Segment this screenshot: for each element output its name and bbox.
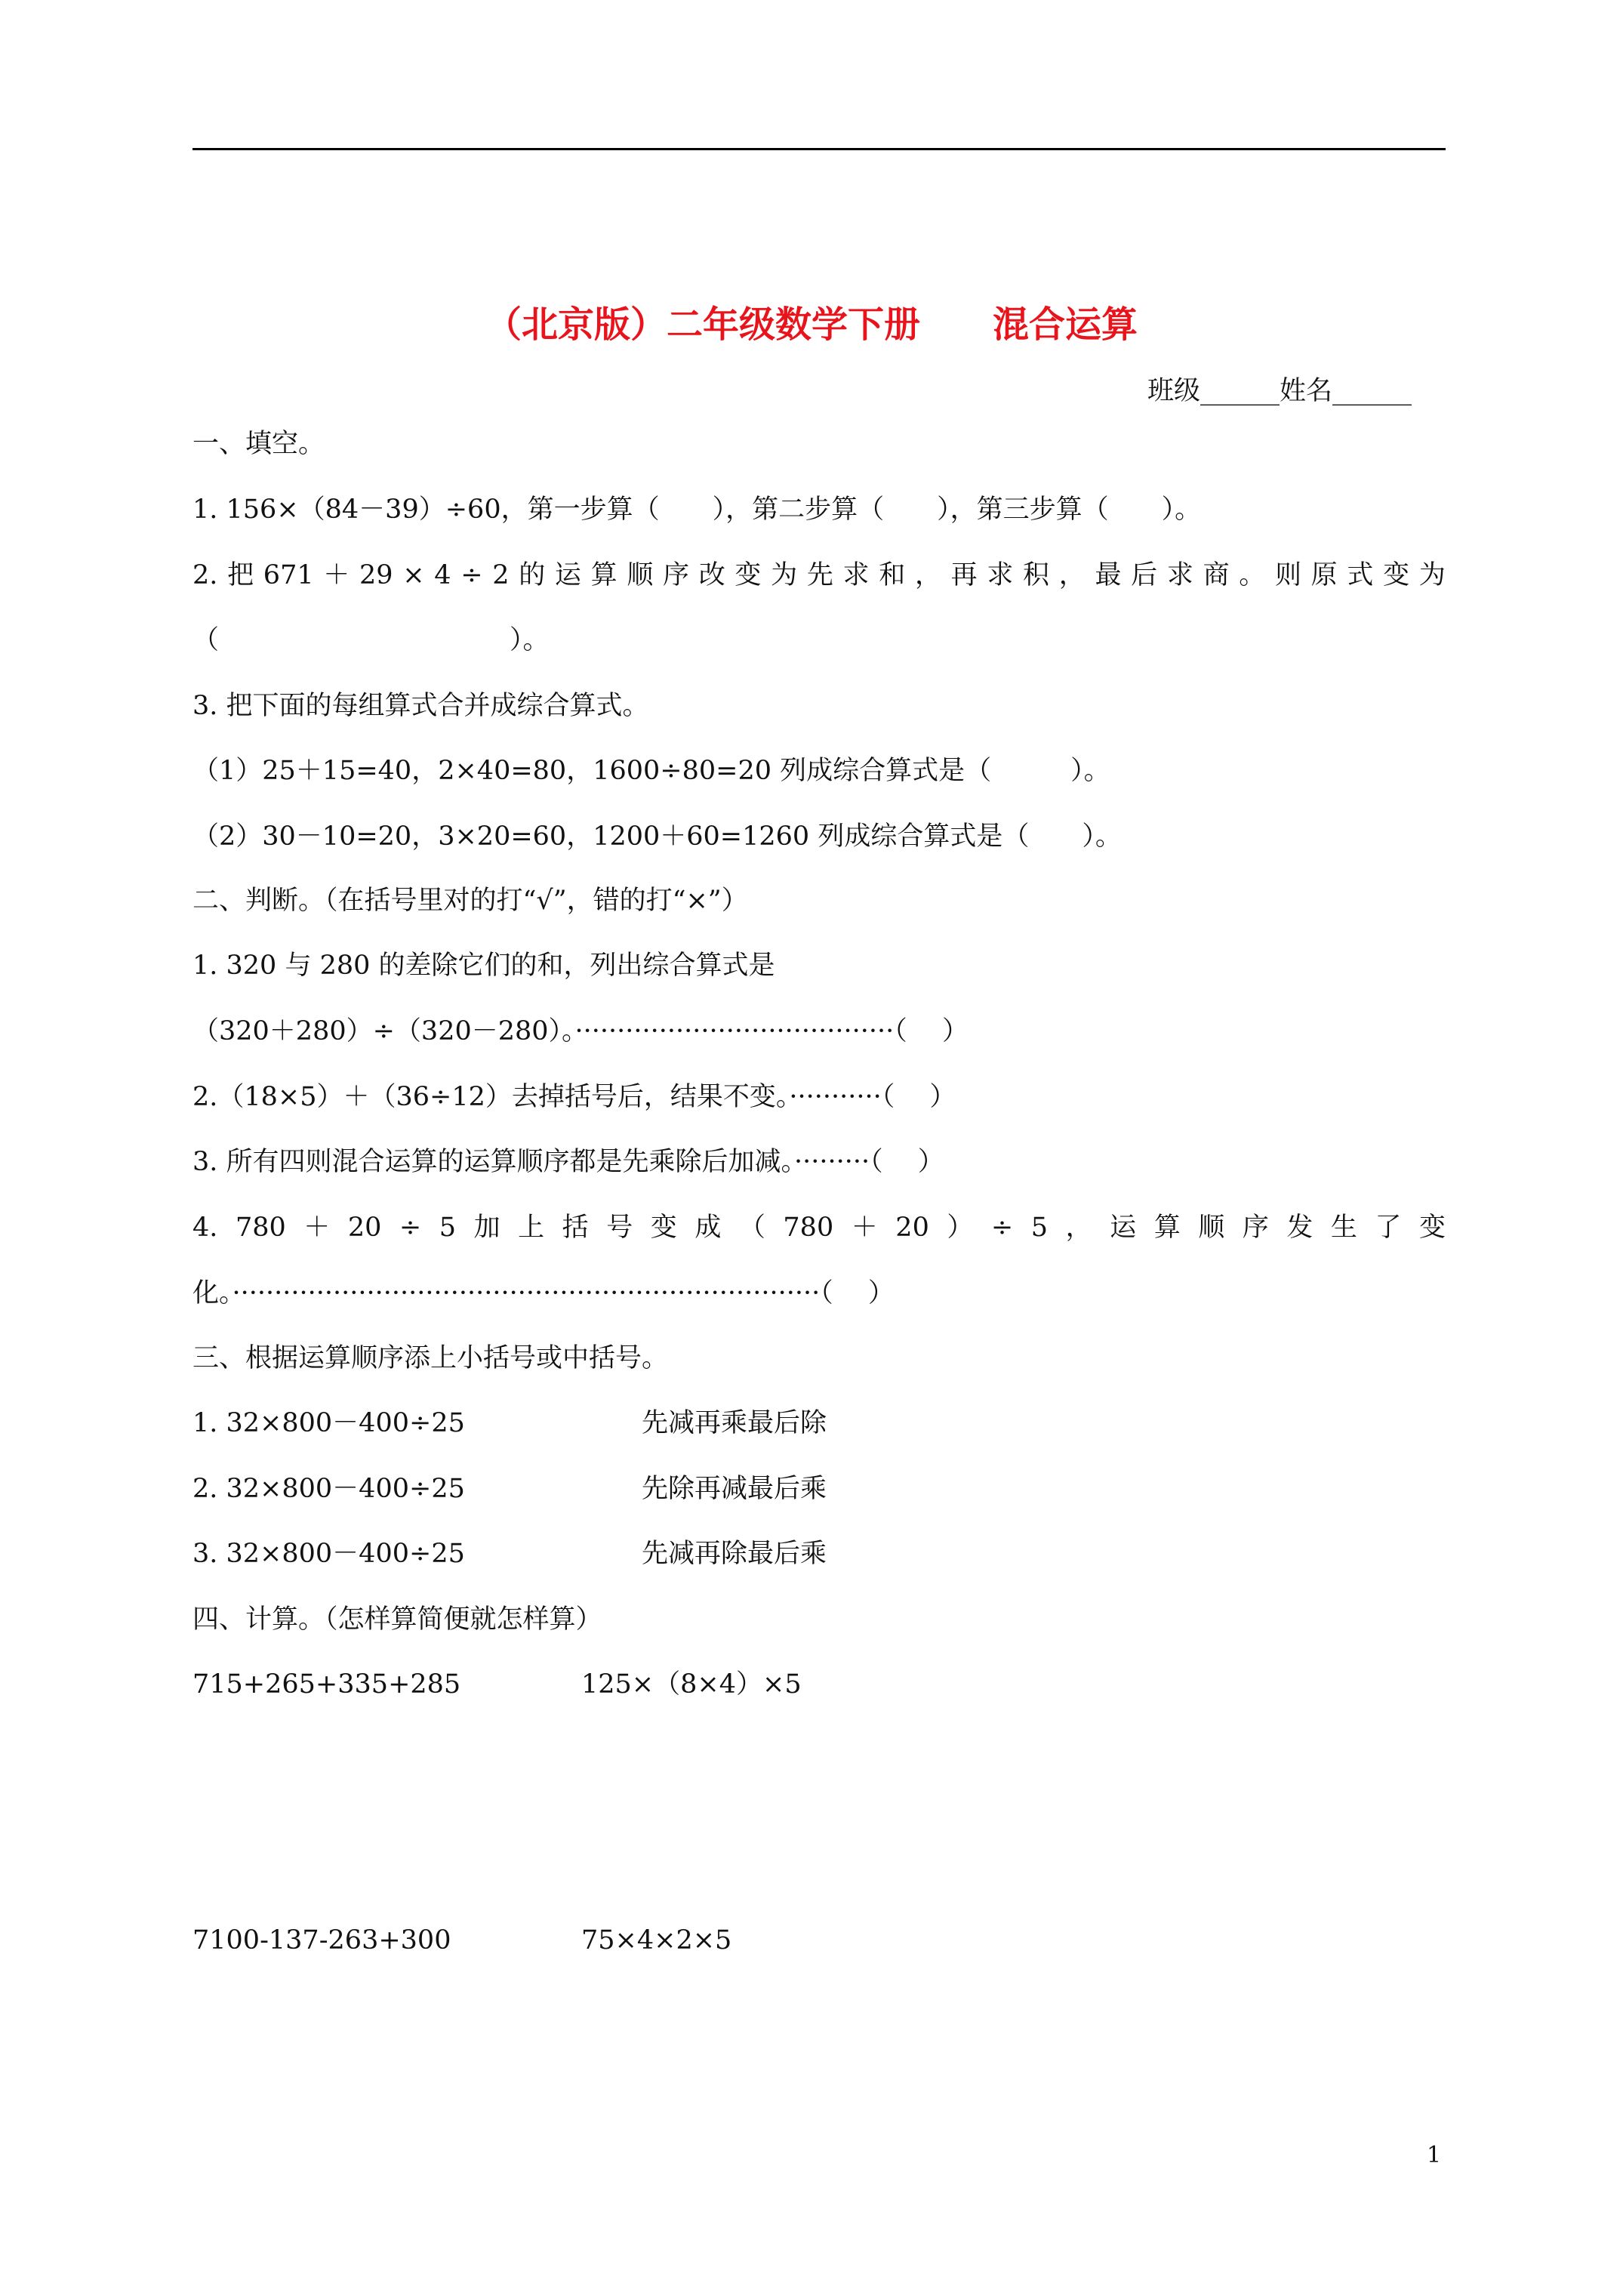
s3-item-1 bbox=[192, 1404, 827, 1442]
s1-question-2-line-2: （ ）。 bbox=[192, 625, 550, 655]
s4-problem: 715+265+335+285 bbox=[192, 1669, 461, 1700]
page-number: 1 bbox=[1427, 2142, 1442, 2168]
s3-item-order: 先减再除最后乘 bbox=[642, 1539, 827, 1569]
s4-problem: 75×4×2×5 bbox=[581, 1925, 732, 1955]
section-3-heading: 三、根据运算顺序添上小括号或中括号。 bbox=[192, 1343, 669, 1373]
class-name-field: 班级______姓名______ bbox=[1147, 376, 1412, 406]
s3-item-order: 先除再减最后乘 bbox=[642, 1474, 827, 1504]
s3-item-expression: 2. 32×800－400÷25 bbox=[192, 1474, 465, 1504]
s2-question-1-line-2: （320＋280）÷（320－280）。······································（ ） bbox=[192, 1016, 969, 1046]
s1-question-3-part-1: （1）25＋15=40，2×40=80，1600÷80=20 列成综合算式是（ ）。 bbox=[192, 756, 1110, 786]
s4-row-1 bbox=[192, 1666, 802, 1703]
s2-question-2: 2.（18×5）＋（36÷12）去掉括号后，结果不变。···········（ ） bbox=[192, 1082, 956, 1112]
section-4-heading: 四、计算。（怎样算简便就怎样算） bbox=[192, 1604, 602, 1635]
s1-question-3: 3. 把下面的每组算式合并成综合算式。 bbox=[192, 691, 649, 721]
s3-item-expression: 1. 32×800－400÷25 bbox=[192, 1408, 465, 1438]
s4-problem: 125×（8×4）×5 bbox=[581, 1669, 802, 1700]
s2-question-4-line-1: 4. 780 ＋ 20 ÷ 5 加 上 括 号 变 成 （ 780 ＋ 20 ） ÷ 5 ， 运 算 顺 序 发 生 了 变 bbox=[192, 1213, 1446, 1243]
s2-question-1-line-1: 1. 320 与 280 的差除它们的和，列出综合算式是 bbox=[192, 951, 775, 981]
section-1-heading: 一、填空。 bbox=[192, 429, 325, 459]
s3-item-expression: 3. 32×800－400÷25 bbox=[192, 1539, 465, 1569]
s3-item-3 bbox=[192, 1535, 827, 1573]
s1-question-3-part-2: （2）30－10=20，3×20=60，1200＋60=1260 列成综合算式是（ ）。 bbox=[192, 821, 1122, 852]
s4-row-2 bbox=[192, 1922, 732, 1959]
section-2-heading: 二、判断。（在括号里对的打“√”，错的打“×”） bbox=[192, 886, 748, 916]
s1-question-1: 1. 156×（84－39）÷60，第一步算（ ），第二步算（ ），第三步算（ ）。 bbox=[192, 495, 1202, 525]
s4-problem: 7100-137-263+300 bbox=[192, 1925, 451, 1955]
header-rule bbox=[192, 148, 1446, 150]
s2-question-4-line-2: 化。······································································（ ） bbox=[192, 1278, 895, 1308]
s2-question-3: 3. 所有四则混合运算的运算顺序都是先乘除后加减。·········（ ） bbox=[192, 1147, 944, 1177]
s3-item-order: 先减再乘最后除 bbox=[642, 1408, 827, 1438]
page-title: （北京版）二年级数学下册 混合运算 bbox=[485, 304, 1138, 346]
s1-question-2-line-1: 2. 把 671 ＋ 29 × 4 ÷ 2 的 运 算 顺 序 改 变 为 先 求 和 ， 再 求 积 ， 最 后 求 商 。 则 原 式 变 为 bbox=[192, 560, 1446, 590]
s3-item-2 bbox=[192, 1470, 827, 1508]
